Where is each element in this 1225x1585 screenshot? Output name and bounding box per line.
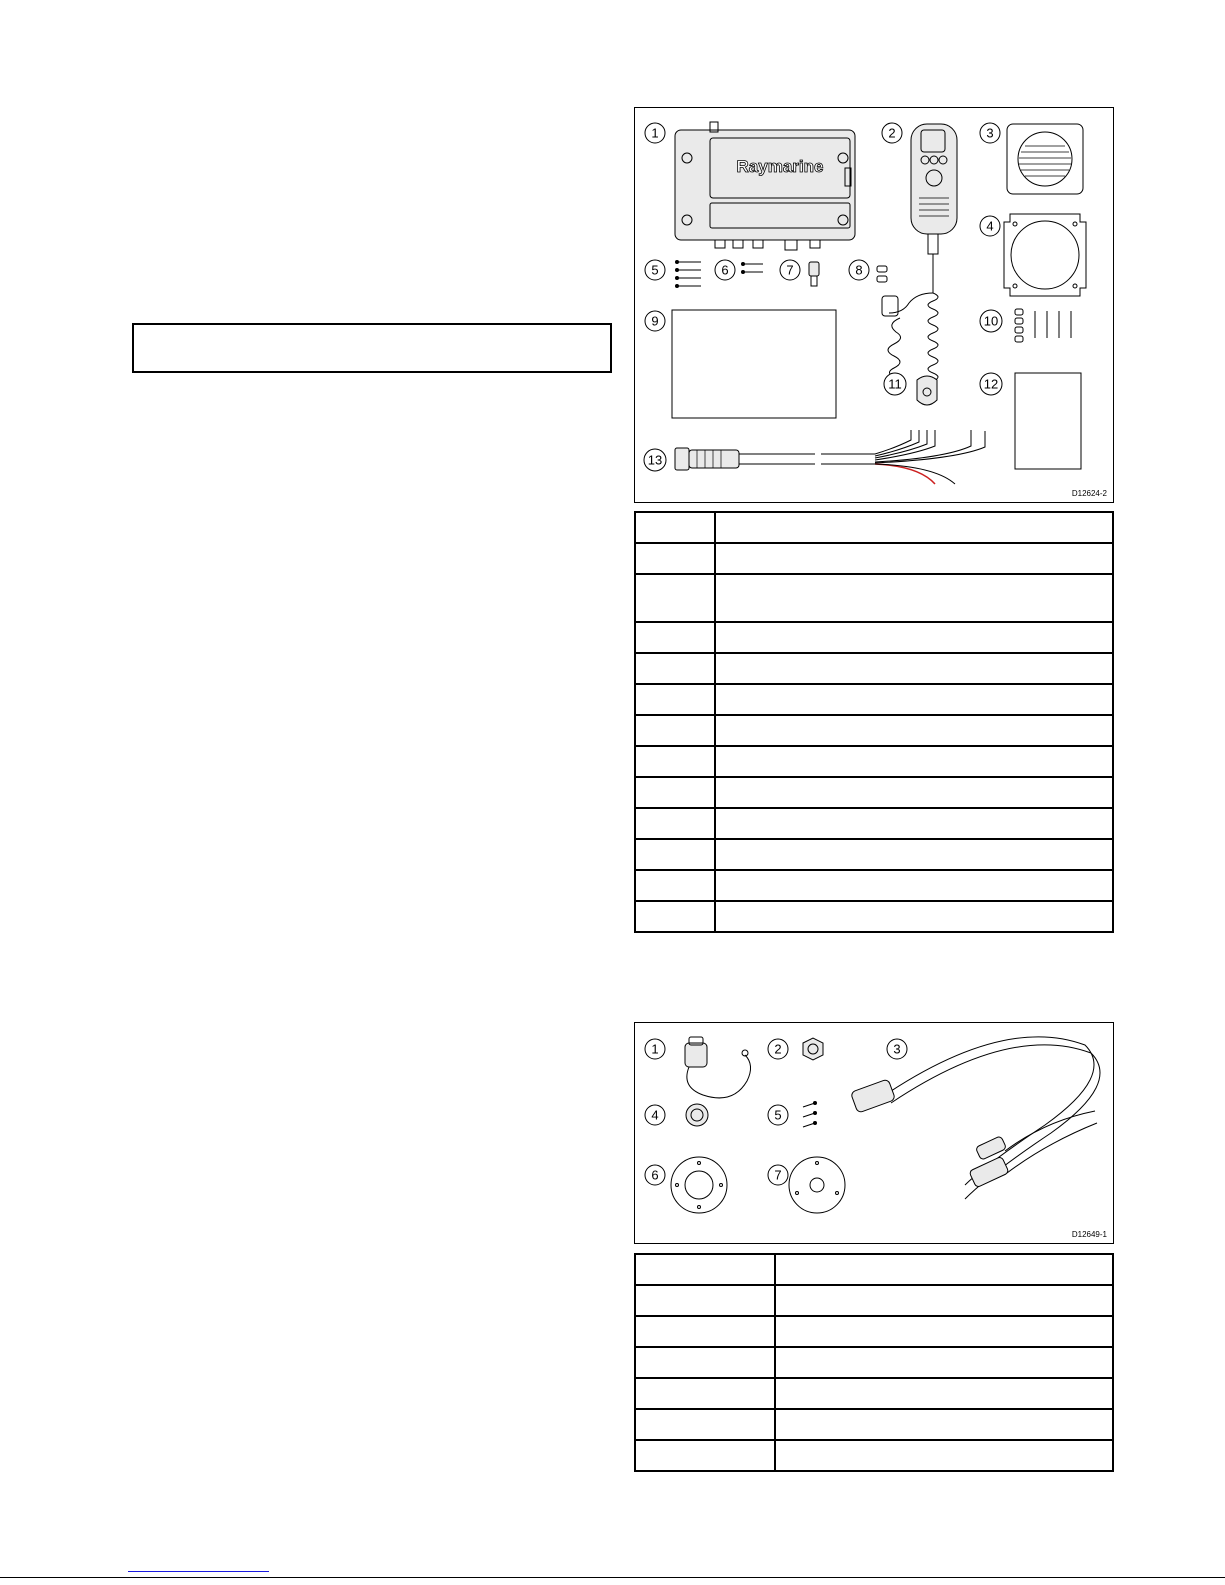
table-cell — [635, 1285, 775, 1316]
extension-cable-drawing — [850, 1037, 1100, 1199]
table-cell — [635, 512, 715, 543]
table-row — [635, 839, 1113, 870]
svg-text:6: 6 — [651, 1167, 659, 1183]
fixings-drawing — [1015, 309, 1071, 342]
table-row — [635, 777, 1113, 808]
table-row — [635, 1254, 1113, 1285]
table-cell — [715, 543, 1113, 574]
table-cell — [635, 1440, 775, 1471]
callout-3 — [980, 123, 1000, 143]
nut-drawing — [803, 1038, 823, 1060]
table-cell — [635, 543, 715, 574]
svg-text:4: 4 — [986, 218, 994, 234]
table-cell — [775, 1409, 1113, 1440]
table-row — [635, 512, 1113, 543]
handset-drawing — [882, 124, 957, 381]
callout-13 — [644, 449, 666, 471]
figure-id: D12624-2 — [1071, 489, 1107, 498]
callout-1 — [645, 123, 665, 143]
contents-table — [634, 511, 1114, 933]
callout-7 — [768, 1165, 788, 1185]
speaker-gasket-drawing — [1004, 214, 1086, 296]
svg-text:5: 5 — [774, 1107, 782, 1123]
table-row — [635, 1409, 1113, 1440]
svg-text:2: 2 — [774, 1041, 782, 1057]
callout-9 — [645, 311, 665, 331]
callout-4 — [980, 216, 1000, 236]
table-row — [635, 622, 1113, 653]
note-box — [132, 323, 612, 373]
table-row — [635, 574, 1113, 622]
callout-6 — [715, 260, 735, 280]
footer-link[interactable] — [128, 1571, 269, 1572]
table-cell — [715, 839, 1113, 870]
table-row — [635, 1440, 1113, 1471]
screws-drawing — [675, 260, 701, 288]
transceiver-unit-drawing — [675, 122, 855, 250]
washer-drawing — [686, 1104, 708, 1126]
table-cell — [715, 746, 1113, 777]
table-row — [635, 543, 1113, 574]
svg-text:7: 7 — [786, 262, 794, 278]
table-cell — [635, 715, 715, 746]
table-cell — [635, 901, 715, 932]
svg-text:13: 13 — [647, 452, 663, 468]
table-row — [635, 715, 1113, 746]
table-cell — [715, 574, 1113, 622]
caps-drawing — [877, 266, 887, 282]
table-cell — [715, 901, 1113, 932]
table-row — [635, 808, 1113, 839]
table-cell — [715, 684, 1113, 715]
socket-cap-drawing — [685, 1037, 751, 1098]
svg-text:10: 10 — [983, 313, 999, 329]
brand-logo: Raymarine — [736, 157, 824, 176]
table-row — [635, 870, 1113, 901]
svg-text:6: 6 — [721, 262, 729, 278]
table-cell — [775, 1440, 1113, 1471]
callout-4 — [645, 1105, 665, 1125]
footer-rule — [0, 1577, 1225, 1578]
svg-text:12: 12 — [983, 376, 999, 392]
power-cable-drawing — [675, 430, 985, 484]
table-cell — [715, 777, 1113, 808]
accessory-table — [634, 1253, 1114, 1472]
svg-text:3: 3 — [893, 1041, 901, 1057]
callout-12 — [980, 373, 1002, 395]
table-cell — [635, 1316, 775, 1347]
handset-clip-drawing — [917, 376, 937, 405]
table-row — [635, 901, 1113, 932]
accessory-figure — [634, 1022, 1114, 1244]
connector-drawing — [809, 262, 819, 286]
table-cell — [715, 653, 1113, 684]
table-cell — [635, 574, 715, 622]
contents-figure — [634, 107, 1114, 503]
callout-1 — [645, 1039, 665, 1059]
table-row — [635, 684, 1113, 715]
svg-text:9: 9 — [651, 313, 659, 329]
table-row — [635, 653, 1113, 684]
table-cell — [775, 1316, 1113, 1347]
svg-text:2: 2 — [888, 125, 896, 141]
callout-3 — [887, 1039, 907, 1059]
svg-text:3: 3 — [986, 125, 994, 141]
callout-2 — [882, 123, 902, 143]
contents-illustration — [635, 108, 1113, 502]
table-row — [635, 746, 1113, 777]
table-cell — [635, 1254, 775, 1285]
table-cell — [635, 870, 715, 901]
figure-id: D12649-1 — [1071, 1230, 1107, 1239]
table-cell — [635, 622, 715, 653]
svg-text:8: 8 — [855, 262, 863, 278]
table-cell — [775, 1378, 1113, 1409]
callout-2 — [768, 1039, 788, 1059]
table-cell — [715, 808, 1113, 839]
svg-text:1: 1 — [651, 125, 659, 141]
accessory-illustration — [635, 1023, 1113, 1243]
table-cell — [635, 1347, 775, 1378]
mounting-template-drawing — [672, 310, 836, 418]
callout-6 — [645, 1165, 665, 1185]
table-cell — [715, 622, 1113, 653]
table-cell — [635, 1378, 775, 1409]
svg-text:4: 4 — [651, 1107, 659, 1123]
documentation-drawing — [1015, 373, 1081, 469]
speaker-drawing — [1007, 124, 1083, 194]
callout-11 — [884, 373, 906, 395]
table-cell — [635, 746, 715, 777]
callout-7 — [780, 260, 800, 280]
table-row — [635, 1285, 1113, 1316]
table-cell — [715, 715, 1113, 746]
table-cell — [715, 512, 1113, 543]
table-row — [635, 1347, 1113, 1378]
table-cell — [775, 1254, 1113, 1285]
table-cell — [635, 653, 715, 684]
short-screws-drawing — [741, 262, 763, 274]
table-cell — [635, 684, 715, 715]
table-cell — [775, 1347, 1113, 1378]
table-cell — [635, 777, 715, 808]
callout-8 — [849, 260, 869, 280]
table-cell — [775, 1285, 1113, 1316]
callout-10 — [980, 310, 1002, 332]
table-cell — [635, 839, 715, 870]
svg-text:1: 1 — [651, 1041, 659, 1057]
table-row — [635, 1378, 1113, 1409]
callout-5 — [768, 1105, 788, 1125]
gasket-drawing — [671, 1157, 727, 1213]
table-row — [635, 1316, 1113, 1347]
table-cell — [635, 808, 715, 839]
svg-text:11: 11 — [888, 376, 902, 392]
screws-drawing — [803, 1101, 817, 1127]
mounting-plate-drawing — [789, 1157, 845, 1213]
svg-text:7: 7 — [774, 1167, 782, 1183]
table-cell — [715, 870, 1113, 901]
table-cell — [635, 1409, 775, 1440]
svg-text:5: 5 — [651, 262, 659, 278]
callout-5 — [645, 260, 665, 280]
